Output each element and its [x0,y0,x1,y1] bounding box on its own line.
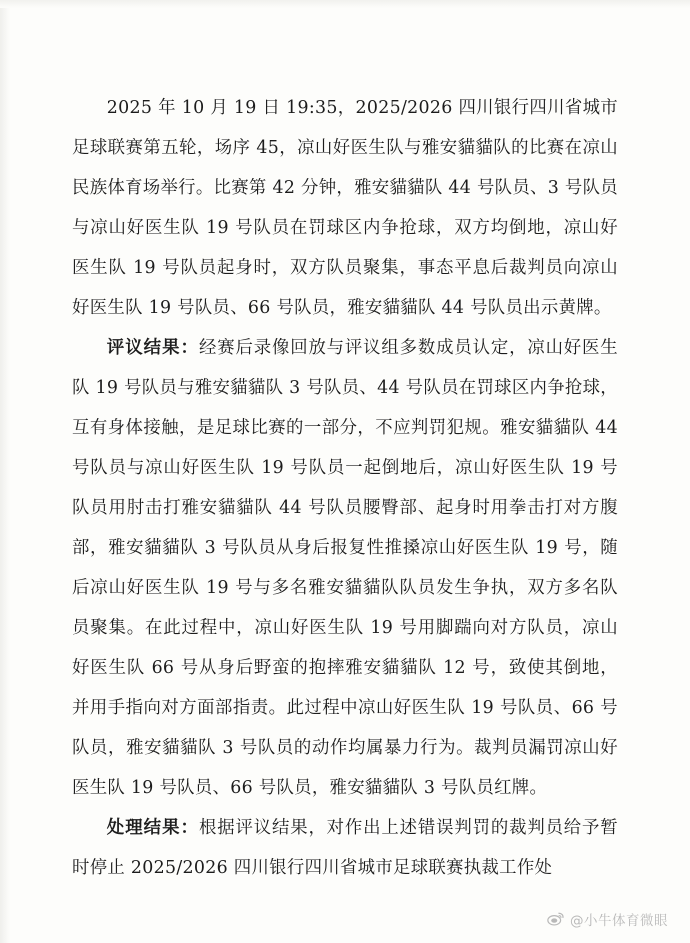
review-result-label: 评议结果： [106,338,199,358]
paragraph-handling-result-text: 根据评议结果，对作出上述错误判罚的裁判员给予暂时停止 2025/2026 四川银行四川省城市足球联赛执裁工作处 [72,818,618,878]
paragraph-handling-result [72,808,618,888]
paragraph-review-result [72,328,618,808]
watermark [547,909,668,929]
weibo-icon [547,912,564,926]
page-edge-shadow-top [0,0,690,8]
handling-result-label: 处理结果： [106,818,199,838]
paragraph-incident-text: 2025 年 10 月 19 日 19:35，2025/2026 四川银行四川省城市足球联赛第五轮，场序 45，凉山好医生队与雅安貓貓队的比赛在凉山民族体育场举行。比赛第 42 分钟，雅安貓貓队 44 号队员、3 号队员与凉山好医生队 19 号队员在罚球区内争抢球，双方均倒地，凉山好医生队 19 号队员起身时，双方队员聚集，事态平息后裁判员向凉山好医生队 19 号队员、66 号队员，雅安貓貓队 44 号队员出示黄牌。 [72,98,618,318]
page-edge-shadow-left [0,0,10,943]
document-body [72,88,618,888]
paragraph-incident [72,88,618,328]
watermark-text: @小牛体育微眼 [570,913,668,929]
paragraph-review-result-text: 经赛后录像回放与评议组多数成员认定，凉山好医生队 19 号队员与雅安貓貓队 3 号队员、44 号队员在罚球区内争抢球，互有身体接触，是足球比赛的一部分，不应判罚犯规。雅安貓貓队 44 号队员与凉山好医生队 19 号队员一起倒地后，凉山好医生队 19 号队员用肘击打雅安貓貓队 44 号队员腰臀部、起身时用拳击打对方腹部，雅安貓貓队 3 号队员从身后报复性推搡凉山好医生队 19 号，随后凉山好医生队 19 号与多名雅安貓貓队队员发生争执，双方多名队员聚集。在此过程中，凉山好医生队 19 号用脚踹向对方队员，凉山好医生队 66 号从身后野蛮的抱摔雅安貓貓队 12 号，致使其倒地，并用手指向对方面部指责。此过程中凉山好医生队 19 号队员、66 号队员，雅安貓貓队 3 号队员的动作均属暴力行为。裁判员漏罚凉山好医生队 19 号队员、66 号队员，雅安貓貓队 3 号队员红牌。 [72,338,618,798]
